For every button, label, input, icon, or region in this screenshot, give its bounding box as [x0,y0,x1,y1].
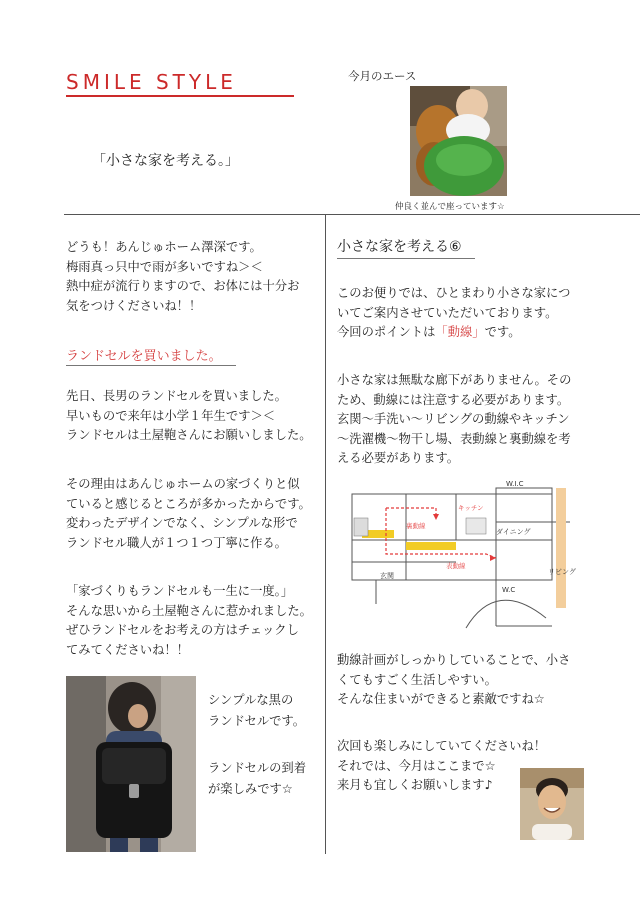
ace-photo [410,86,507,196]
text-line: 変わったデザインでなく、シンプルな形で [66,516,298,530]
intro-line: 気をつけくださいね！！ [66,298,202,313]
point-suffix: です。 [484,325,521,339]
text-line: その理由はあんじゅホームの家づくりと似 [66,477,300,491]
page-title: 「小さな家を考える。」 [92,153,239,169]
left-subtitle-underline [66,365,236,366]
right-paragraph-3 [337,651,627,710]
text-line: いてご案内させていただいております。 [337,305,558,320]
intro-line: 梅雨真っ只中で雨が多いですね＞＜ [66,259,263,274]
text-line: このお便りでは、ひとまわり小さな家につ [337,286,571,300]
left-subtitle: ランドセルを買いました。 [66,349,222,364]
randoseru-photo [66,676,196,852]
caption-line: ランドセルの到着 [208,761,307,775]
text-line: 来月も宜しくお願いします♪ [337,778,493,792]
photo-caption-2 [208,758,328,800]
text-line: える必要があります。 [337,451,459,465]
point-prefix: 今回のポイントは [337,325,436,339]
caption-line: ランドセルです。 [208,714,306,728]
text-line: くてもすごく生活しやすい。 [337,672,497,687]
left-paragraph-1 [66,387,326,446]
plan-label-kitchen: キッチン [458,504,484,512]
text-line: ため、動線には注意する必要があります。 [337,392,570,407]
text-line: 玄関～手洗い～リビングの動線やキッチン [337,412,570,426]
ace-label: 今月のエース [348,69,417,83]
floor-plan-diagram [346,478,578,642]
intro-paragraph [66,238,326,316]
plan-label-dining: ダイニング [496,528,531,536]
right-paragraph-2 [337,371,627,469]
text-line: 小さな家は無駄な廊下がありません。その [337,373,572,387]
text-line: ていると感じるところが多かったからです。 [66,496,311,511]
intro-line: 熱中症が流行りますので、お体には十分お [66,279,300,293]
staff-portrait [520,768,584,840]
text-line: てみてくださいね！！ [66,642,189,657]
text-line: 先日、長男のランドセルを買いました。 [66,389,287,403]
ace-caption: 仲良く並んで座っています☆ [395,202,505,212]
point-line [337,323,627,343]
point-highlight: 「動線」 [435,325,485,339]
left-paragraph-2 [66,475,326,553]
plan-label-living: リビング [548,568,576,576]
text-line: 次回も楽しみにしていてくださいね！ [337,739,547,753]
plan-label-back: 裏動線 [406,522,426,530]
left-paragraph-3 [66,582,326,660]
text-line: ランドセルは土屋鞄さんにお願いしました。 [66,428,312,442]
text-line: それでは、今月はここまで☆ [337,758,496,773]
right-subtitle: 小さな家を考える⑥ [337,239,462,255]
text-line: 「家づくりもランドセルも一生に一度。」 [66,584,294,598]
text-line: そんな思いから土屋鞄さんに惹かれました。 [66,603,312,618]
header-divider [64,214,640,215]
right-paragraph-1 [337,284,627,343]
text-line: ぜひランドセルをお考えの方はチェックし [66,623,299,637]
right-subtitle-underline [337,258,475,259]
text-line: 早いもので来年は小学１年生です＞＜ [66,408,276,423]
text-line: 動線計画がしっかりしていることで、小さ [337,653,571,667]
text-line: ランドセル職人が１つ１つ丁寧に作る。 [66,535,287,550]
caption-line: シンプルな黒の [208,693,294,707]
caption-line: が楽しみです☆ [208,782,293,796]
plan-label-wic: W.I.C [506,480,524,488]
plan-label-entrance: 玄関 [380,572,394,580]
photo-caption-1 [208,690,328,732]
intro-line: どうも！あんじゅホーム澤深です。 [66,240,262,254]
plan-label-wc: W.C [502,586,516,594]
newsletter-brand: SMILE STYLE [66,70,237,94]
plan-label-front: 表動線 [446,562,466,570]
text-line: ～洗濯機～物干し場、表動線と裏動線を考 [337,431,571,446]
text-line: そんな住まいができると素敵ですね☆ [337,692,545,706]
brand-underline [66,95,294,97]
